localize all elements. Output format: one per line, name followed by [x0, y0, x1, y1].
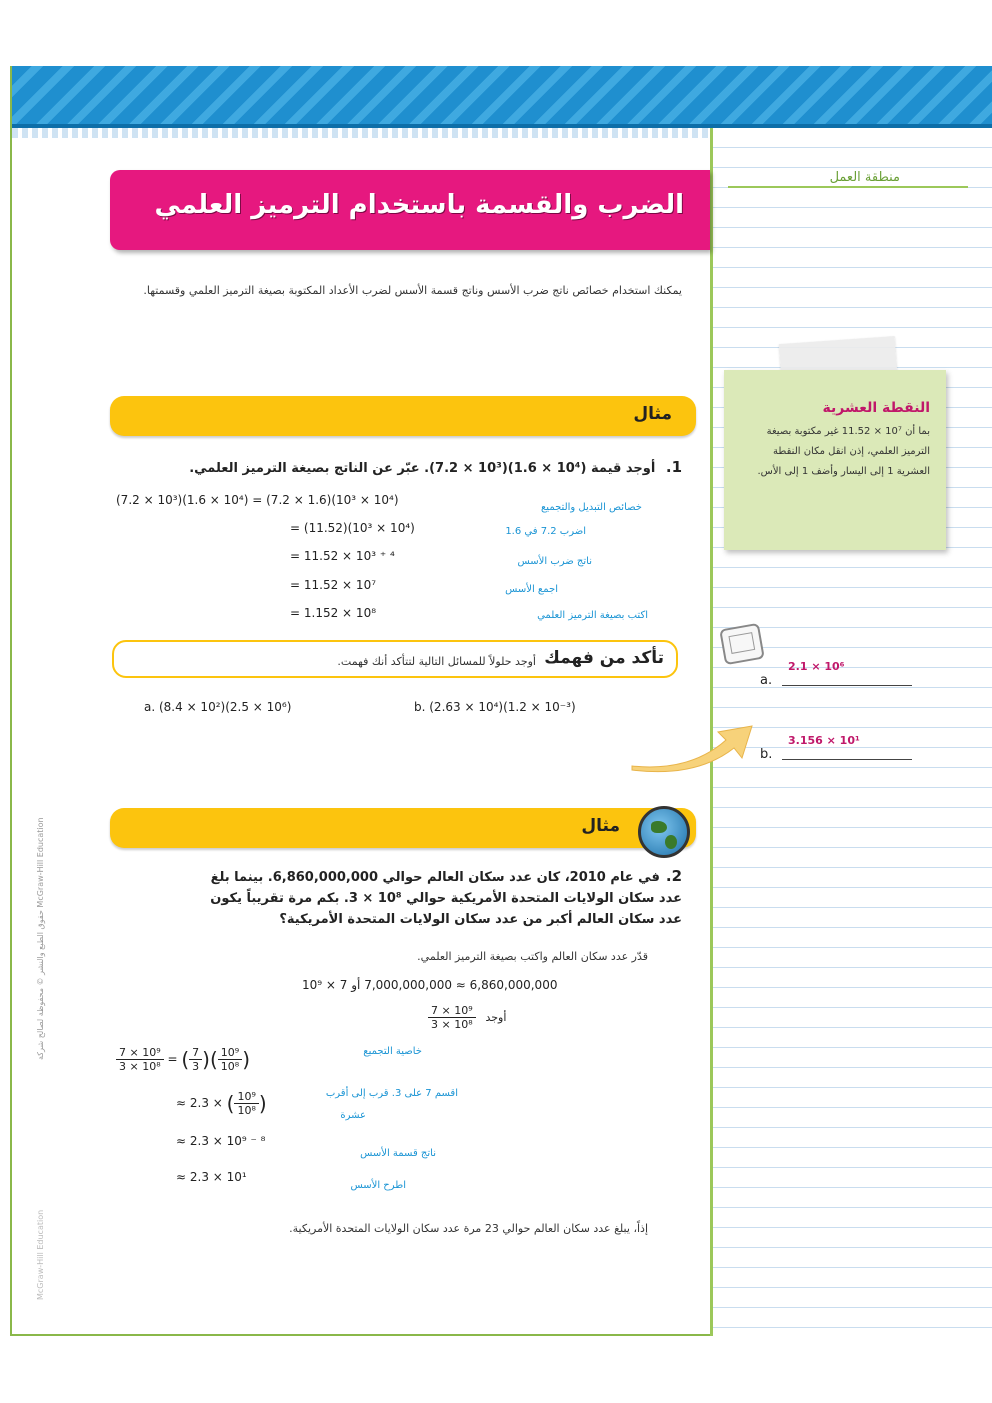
ex2-note-2: اقسم 7 على 3. قرب إلى أقرب [325, 1088, 458, 1099]
ex2-s1-num: 7 × 10⁹ [116, 1046, 164, 1060]
find-frac-num: 7 × 10⁹ [428, 1004, 476, 1018]
note-body: بما أن 10⁷ × 11.52 غير مكتوبة بصيغة الترميز العلمي، إذن انقل مكان النقطة العشرية 1 إلى اليسار وأضف 1 إلى الأس. [757, 426, 930, 477]
check-problem-a[interactable]: a. (8.4 × 10²)(2.5 × 10⁶) [144, 700, 292, 714]
arrow-icon [630, 718, 760, 778]
ex1-step-5 [290, 606, 376, 620]
conclusion-text: إذاً، يبلغ عدد سكان العالم حوالي 23 مرة عدد سكان الولايات المتحدة الأمريكية. [289, 1222, 648, 1235]
work-zone-title: منطقة العمل [829, 170, 900, 185]
ex2-step-3: ≈ 2.3 × 10⁹ ⁻ ⁸ [176, 1134, 266, 1148]
ex1-step-5-lhs: = [290, 606, 301, 620]
example-1-question-text: أوجد قيمة (10⁴ × 1.6)(10³ × 7.2). عبّر عن الناتج بصيغة الترميز العلمي. [189, 461, 656, 476]
ex2-note-5: اطرح الأسس [350, 1180, 406, 1191]
find-frac-den: 3 × 10⁸ [431, 1018, 473, 1031]
example-2-question [122, 866, 682, 930]
answer-a-line [782, 685, 912, 686]
answer-a[interactable] [760, 660, 920, 690]
ex1-step-5-rhs: 1.152 × 10⁸ [303, 606, 377, 620]
estimate-math: 6,860,000,000 ≈ 7,000,000,000 أو 7 × 10⁹ [302, 978, 558, 992]
ex2-s1-f2n: 10⁹ [218, 1046, 242, 1060]
ex1-note-2: اضرب 7.2 في 1.6 [505, 526, 586, 537]
example-2-bar [110, 808, 696, 848]
ex1-step-1 [116, 493, 399, 507]
example-1-question [122, 458, 682, 476]
example-2-q-line1: في عام 2010، كان عدد سكان العالم حوالي 6,860,000,000. بينما بلغ [210, 870, 660, 885]
example-2-label: مثال [581, 816, 620, 836]
answer-a-value: 2.1 × 10⁶ [788, 660, 845, 673]
ex2-s1-f2d: 10⁸ [220, 1060, 240, 1073]
check-problem-b[interactable]: b. (2.63 × 10⁴)(1.2 × 10⁻³) [414, 700, 576, 714]
ex1-step-2-lhs: = [290, 521, 301, 535]
ex2-note-1: خاصية التجميع [363, 1046, 422, 1057]
ex1-step-3-rhs: 11.52 × 10³ ⁺ ⁴ [303, 549, 395, 563]
ex2-step-4: ≈ 2.3 × 10¹ [176, 1170, 247, 1184]
top-band [12, 66, 992, 128]
ex1-step-1-lhs: (7.2 × 10³)(1.6 × 10⁴) = [116, 493, 263, 507]
check-understanding-box [112, 640, 678, 678]
example-1-label: مثال [633, 404, 672, 424]
ex1-step-2 [290, 521, 415, 535]
title-banner [110, 170, 710, 250]
answer-a-letter: a. [760, 673, 773, 688]
ex1-step-3 [290, 549, 395, 563]
find-frac [428, 1004, 476, 1031]
page-title: الضرب والقسمة باستخدام الترميز العلمي [154, 190, 684, 220]
ex2-note-4: ناتج قسمة الأسس [360, 1148, 436, 1159]
find-fraction [428, 1004, 506, 1031]
ex1-step-4-rhs: 11.52 × 10⁷ [303, 578, 377, 592]
ex1-note-4: اجمع الأسس [505, 584, 558, 595]
example-2-q-line2: عدد سكان الولايات المتحدة الأمريكية حوالي 10⁸ × 3. بكم مرة تقريباً يكون [210, 891, 682, 906]
intro-text: يمكنك استخدام خصائص ناتج ضرب الأسس وناتج قسمة الأسس لضرب الأعداد المكتوبة بصيغة الترميز العلمي وقسمتها. [143, 284, 682, 297]
example-2-q-line3: عدد سكان العالم أكبر من عدد سكان الولايات المتحدة الأمريكية؟ [279, 912, 682, 927]
answer-b-letter: b. [760, 747, 773, 762]
answer-b[interactable] [760, 734, 920, 764]
ex2-s1-f1d: 3 [192, 1060, 200, 1073]
ex1-step-4-lhs: = [290, 578, 301, 592]
answer-b-line [782, 759, 912, 760]
globe-icon [638, 806, 690, 858]
ex2-s2-den: 10⁸ [237, 1104, 256, 1117]
find-word: أوجد [485, 1011, 507, 1024]
estimate-text: قدّر عدد سكان العالم واكتب بصيغة الترميز العلمي. [417, 950, 648, 963]
ex2-step-2: ≈ 2.3 × ( $\frac{\text{10⁹}}{\text{10⁸}}$ ) [176, 1090, 267, 1117]
check-title: تأكد من فهمك [544, 648, 664, 668]
side-copyright: حقوق الطبع والنشر © محفوظة لصالح شركة McGraw-Hill Education [36, 817, 45, 1060]
ex2-step-1: $\frac{\text{7 × 10⁹}}{\text{3 × 10⁸}}$ = ( $\frac{7}{3}$ )( $\frac{\text{10⁹}}{\text{10⁸}}$ ) [116, 1046, 250, 1073]
ex1-note-1: خصائص التبديل والتجميع [540, 502, 642, 513]
example-1-bar [110, 396, 696, 436]
ex1-step-1-rhs: (7.2 × 1.6)(10³ × 10⁴) [266, 493, 399, 507]
ex2-s1-f1n: 7 [189, 1046, 202, 1060]
example-2-number: 2. [665, 867, 682, 885]
ex2-s1-frac [116, 1046, 164, 1073]
ex1-note-3: ناتج ضرب الأسس [517, 556, 592, 567]
check-desc: أوجد حلولاً للمسائل التالية لتتأكد أنك فهمت. [337, 655, 536, 668]
checklist-icon [719, 623, 765, 665]
answer-b-value: 3.156 × 10¹ [788, 734, 860, 747]
ex2-s1-den: 3 × 10⁸ [119, 1060, 161, 1073]
ex1-step-3-lhs: = [290, 549, 301, 563]
ex1-note-5: اكتب بصيغة الترميز العلمي [537, 610, 648, 621]
example-1-number: 1. [665, 458, 682, 476]
decimal-point-note [724, 370, 946, 550]
note-title: النقطة العشرية [822, 400, 930, 416]
ex1-step-4 [290, 578, 376, 592]
work-zone-line [728, 186, 968, 188]
ex2-s2-pre: ≈ 2.3 × [176, 1096, 223, 1110]
ex2-s2-num: 10⁹ [234, 1090, 258, 1104]
ex1-step-2-rhs: (11.52)(10³ × 10⁴) [303, 521, 415, 535]
side-publisher: McGraw-Hill Education [36, 1209, 45, 1300]
ex2-note-3: عشرة [340, 1110, 366, 1121]
